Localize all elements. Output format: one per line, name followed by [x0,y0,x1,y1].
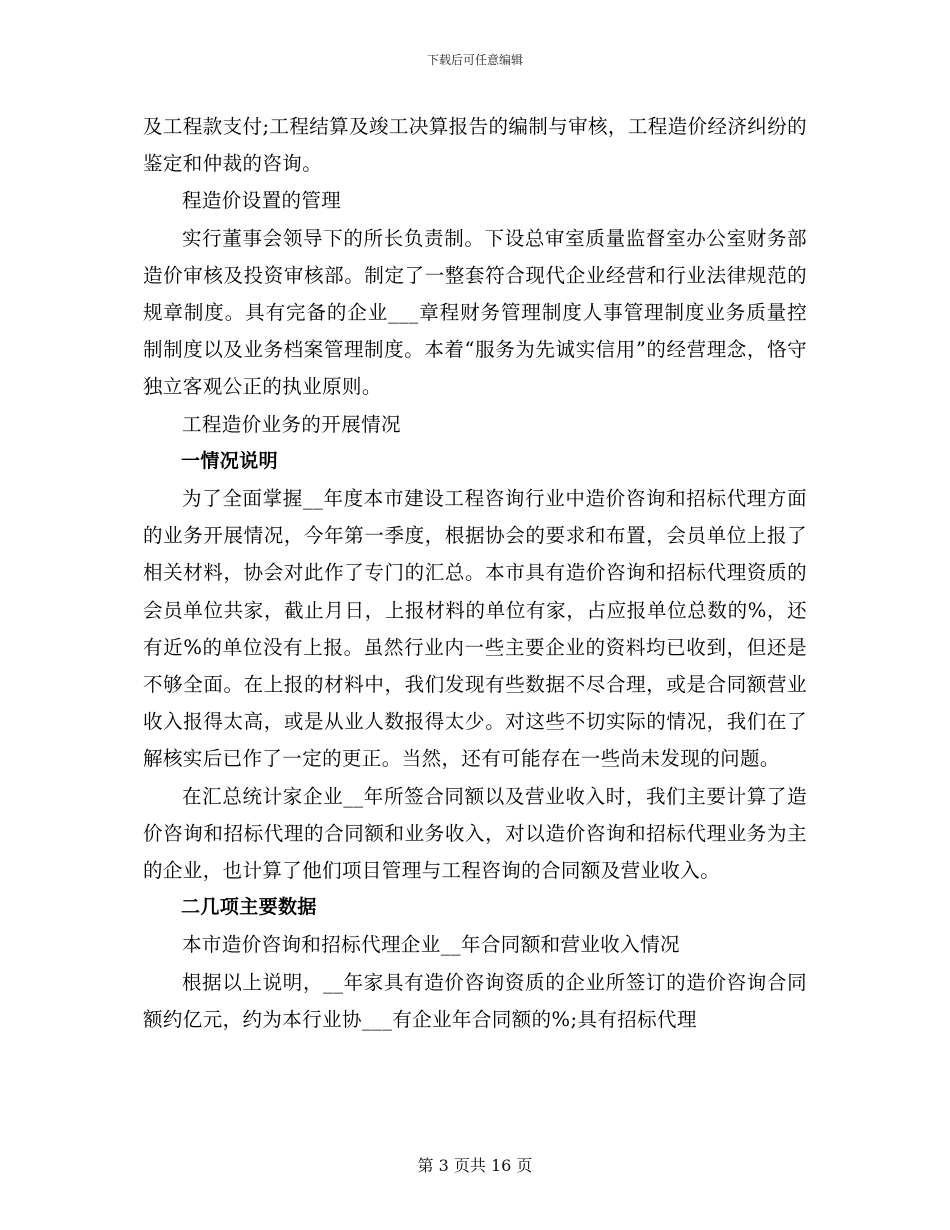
page-footer: 第 3 页共 16 页 [417,1156,533,1175]
heading-situation-description: 一情况说明 [181,449,279,472]
paragraph-continuation: 及工程款支付;工程结算及竣工决算报告的编制与审核，工程造价经济纠纷的鉴定和仲裁的咨询。 [143,115,807,176]
paragraph-statistics-method: 在汇总统计家企业__年所签合同额以及营业收入时，我们主要计算了造价咨询和招标代理的合同额和业务收入，对以造价咨询和招标代理业务为主的企业，也计算了他们项目管理与工程咨询的合同额及营业收入。 [143,784,807,883]
heading-main-data: 二几项主要数据 [181,896,317,919]
paragraph-management-system: 实行董事会领导下的所长负责制。下设总审室质量监督室办公室财务部造价审核及投资审核部。制定了一整套符合现代企业经营和行业法律规范的规章制度。具有完备的企业___章程财务管理制度人事管理制度业务质量控制制度以及业务档案管理制度。本着“服务为先诚实信用”的经营理念，恪守独立客观公正的执业原则。 [143,226,807,399]
section-heading-cost-management: 程造价设置的管理 [182,189,342,213]
paragraph-contract-revenue-title: 本市造价咨询和招标代理企业__年合同额和营业收入情况 [182,933,680,957]
paragraph-situation-details: 为了全面掌握__年度本市建设工程咨询行业中造价咨询和招标代理方面的业务开展情况，今年第一季度，根据协会的要求和布置，会员单位上报了相关材料，协会对此作了专门的汇总。本市具有造价咨询和招标代理资质的会员单位共家，截止月日，上报材料的单位有家，占应报单位总数的%，还有近%的单位没有上报。虽然行业内一些主要企业的资料均已收到，但还是不够全面。在上报的材料中，我们发现有些数据不尽合理，或是合同额营业收入报得太高，或是从业人数报得太少。对这些不切实际的情况，我们在了解核实后已作了一定的更正。当然，还有可能存在一些尚未发现的问题。 [143,487,807,771]
paragraph-contract-summary: 根据以上说明，__年家具有造价咨询资质的企业所签订的造价咨询合同额约亿元，约为本行业协___有企业年合同额的%;具有招标代理 [143,970,807,1031]
section-heading-business-development: 工程造价业务的开展情况 [182,412,401,436]
document-body [143,108,807,1038]
page-header: 下载后可任意编辑 [426,53,523,67]
